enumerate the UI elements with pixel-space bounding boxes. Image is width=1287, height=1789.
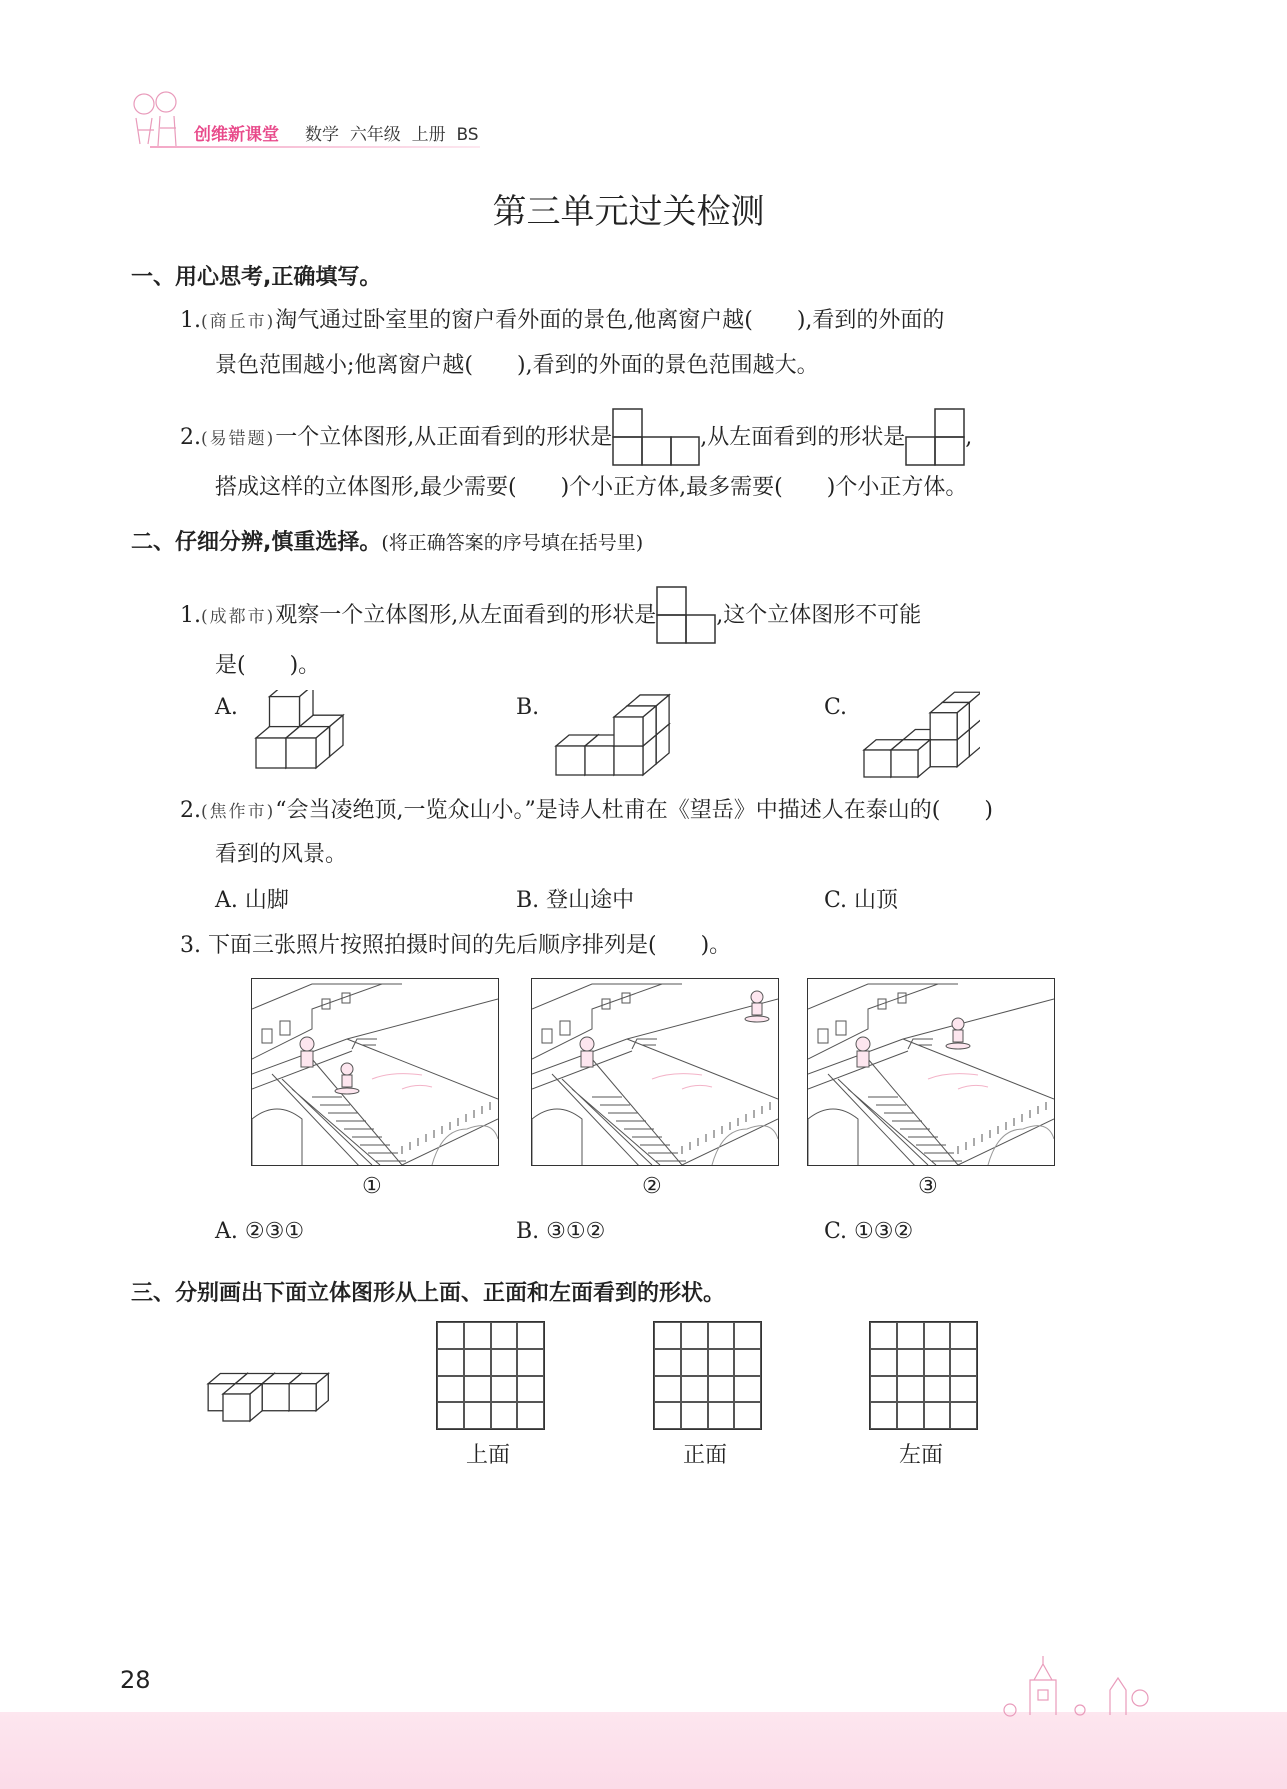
option-a: A. bbox=[215, 695, 238, 720]
grid-cell[interactable] bbox=[924, 1376, 951, 1403]
q-text: ,从左面看到的形状是 bbox=[700, 425, 906, 450]
heading-text: 二、仔细分辨,慎重选择。 bbox=[131, 530, 382, 555]
brand-name: 创维新课堂 bbox=[194, 125, 279, 145]
s1-q1-line2: 景色范围越小;他离窗户越( ),看到的外面的景色范围越大。 bbox=[215, 353, 819, 378]
option-c: C. bbox=[824, 695, 848, 720]
grid-cell[interactable] bbox=[950, 1322, 977, 1349]
section2-heading bbox=[131, 525, 643, 556]
cube bbox=[289, 1373, 328, 1410]
grid-cell[interactable] bbox=[491, 1322, 518, 1349]
q-source: (易错题) bbox=[201, 429, 276, 449]
grid-cell[interactable] bbox=[654, 1349, 681, 1376]
grid-cell[interactable] bbox=[437, 1402, 464, 1429]
s1-q1-line1 bbox=[180, 303, 944, 334]
grid-cell[interactable] bbox=[897, 1349, 924, 1376]
grid-label-top: 上面 bbox=[466, 1443, 511, 1468]
s2-q2-line2: 看到的风景。 bbox=[215, 842, 348, 867]
grid-cell[interactable] bbox=[517, 1322, 544, 1349]
option-b: B. 登山途中 bbox=[516, 888, 635, 913]
photo-1 bbox=[251, 978, 499, 1166]
q-source: (成都市) bbox=[201, 607, 276, 627]
cube bbox=[614, 706, 656, 746]
cube bbox=[223, 1384, 262, 1421]
edition: BS bbox=[456, 125, 479, 145]
grid-cell[interactable] bbox=[708, 1402, 735, 1429]
s1-q2-line2: 搭成这样的立体图形,最少需要( )个小正方体,最多需要( )个小正方体。 bbox=[215, 475, 968, 500]
q-text: , bbox=[965, 425, 973, 450]
grid-cell[interactable] bbox=[681, 1402, 708, 1429]
section1-heading: 一、用心思考,正确填写。 bbox=[131, 265, 382, 290]
photo-label-2: ② bbox=[642, 1174, 662, 1199]
drawing-grid-left[interactable] bbox=[869, 1321, 978, 1430]
s2-q3-line1 bbox=[180, 928, 731, 959]
grid-cell[interactable] bbox=[437, 1322, 464, 1349]
grid-cell[interactable] bbox=[870, 1322, 897, 1349]
option-b: B. ③①② bbox=[516, 1219, 606, 1244]
grid-cell[interactable] bbox=[654, 1402, 681, 1429]
left-view-shape bbox=[905, 408, 965, 466]
grid-label-front: 正面 bbox=[683, 1443, 728, 1468]
castle-doodle-icon bbox=[990, 1650, 1170, 1720]
s2-q2-line1 bbox=[180, 793, 993, 824]
grid-cell[interactable] bbox=[491, 1376, 518, 1403]
grid-cell[interactable] bbox=[437, 1376, 464, 1403]
grid-cell[interactable] bbox=[681, 1349, 708, 1376]
cube-figure-c bbox=[860, 690, 980, 780]
page-number: 28 bbox=[120, 1666, 151, 1694]
grade: 六年级 bbox=[349, 125, 401, 145]
q-num: 3. bbox=[180, 933, 201, 958]
cube bbox=[930, 702, 969, 739]
grid-cell[interactable] bbox=[654, 1376, 681, 1403]
grid-cell[interactable] bbox=[870, 1376, 897, 1403]
grid-cell[interactable] bbox=[437, 1349, 464, 1376]
q-text: 观察一个立体图形,从左面看到的形状是 bbox=[275, 603, 657, 628]
grid-cell[interactable] bbox=[924, 1349, 951, 1376]
cube bbox=[891, 740, 930, 777]
subject: 数学 bbox=[305, 125, 339, 145]
left-view-shape bbox=[656, 586, 716, 644]
footer-band bbox=[0, 1712, 1287, 1789]
grid-cell[interactable] bbox=[681, 1322, 708, 1349]
grid-cell[interactable] bbox=[950, 1402, 977, 1429]
q-text: “会当凌绝顶,一览众山小。”是诗人杜甫在《望岳》中描述人在泰山的( ) bbox=[275, 798, 993, 823]
grid-cell[interactable] bbox=[464, 1376, 491, 1403]
grid-cell[interactable] bbox=[950, 1376, 977, 1403]
option-a: A. ②③① bbox=[215, 1219, 305, 1244]
grid-cell[interactable] bbox=[734, 1322, 761, 1349]
s2-q1-line2: 是( )。 bbox=[215, 653, 321, 678]
grid-cell[interactable] bbox=[708, 1376, 735, 1403]
grid-cell[interactable] bbox=[491, 1402, 518, 1429]
cube-figure-b bbox=[552, 690, 672, 780]
grid-cell[interactable] bbox=[870, 1349, 897, 1376]
grid-cell[interactable] bbox=[491, 1349, 518, 1376]
drawing-grid-front[interactable] bbox=[653, 1321, 762, 1430]
heading-note: (将正确答案的序号填在括号里) bbox=[381, 532, 644, 554]
header-underline bbox=[150, 146, 480, 148]
grid-cell[interactable] bbox=[734, 1402, 761, 1429]
grid-cell[interactable] bbox=[897, 1376, 924, 1403]
option-a: A. 山脚 bbox=[215, 888, 289, 913]
grid-cell[interactable] bbox=[734, 1376, 761, 1403]
photo-3 bbox=[807, 978, 1055, 1166]
section3-heading: 三、分别画出下面立体图形从上面、正面和左面看到的形状。 bbox=[131, 1281, 726, 1306]
cube-figure-solid bbox=[192, 1360, 332, 1430]
grid-cell[interactable] bbox=[654, 1322, 681, 1349]
q-num: 1. bbox=[180, 308, 201, 333]
grid-cell[interactable] bbox=[464, 1349, 491, 1376]
photo-2 bbox=[531, 978, 779, 1166]
s2-q1-line1 bbox=[180, 586, 921, 644]
volume: 上册 bbox=[411, 125, 446, 145]
grid-cell[interactable] bbox=[924, 1402, 951, 1429]
grid-cell[interactable] bbox=[708, 1349, 735, 1376]
front-view-shape bbox=[612, 408, 700, 466]
option-b: B. bbox=[516, 695, 540, 720]
photo-label-1: ① bbox=[362, 1174, 382, 1199]
cube bbox=[286, 727, 330, 768]
grid-cell[interactable] bbox=[950, 1349, 977, 1376]
q-text: 淘气通过卧室里的窗户看外面的景色,他离窗户越( ),看到的外面的 bbox=[275, 308, 945, 333]
q-num: 2. bbox=[180, 425, 201, 450]
option-c: C. ①③② bbox=[824, 1219, 914, 1244]
grid-cell[interactable] bbox=[924, 1322, 951, 1349]
q-source: (商丘市) bbox=[201, 312, 276, 332]
grid-cell[interactable] bbox=[517, 1402, 544, 1429]
header-subject bbox=[305, 120, 479, 145]
drawing-grid-top[interactable] bbox=[436, 1321, 545, 1430]
grid-cell[interactable] bbox=[517, 1376, 544, 1403]
q-text: 下面三张照片按照拍摄时间的先后顺序排列是( )。 bbox=[208, 933, 732, 958]
q-text: ,这个立体图形不可能 bbox=[716, 603, 922, 628]
q-source: (焦作市) bbox=[201, 802, 276, 822]
grid-cell[interactable] bbox=[464, 1402, 491, 1429]
grid-cell[interactable] bbox=[897, 1402, 924, 1429]
s1-q2-line1 bbox=[180, 408, 972, 466]
q-text: 一个立体图形,从正面看到的形状是 bbox=[275, 425, 613, 450]
cube-figure-a bbox=[252, 690, 352, 780]
grid-cell[interactable] bbox=[681, 1376, 708, 1403]
grid-label-left: 左面 bbox=[899, 1443, 944, 1468]
grid-cell[interactable] bbox=[870, 1402, 897, 1429]
grid-cell[interactable] bbox=[897, 1322, 924, 1349]
grid-cell[interactable] bbox=[517, 1349, 544, 1376]
page-title: 第三单元过关检测 bbox=[492, 192, 765, 232]
grid-cell[interactable] bbox=[464, 1322, 491, 1349]
photo-label-3: ③ bbox=[918, 1174, 938, 1199]
grid-cell[interactable] bbox=[708, 1322, 735, 1349]
q-num: 2. bbox=[180, 798, 201, 823]
cube bbox=[270, 690, 314, 727]
grid-cell[interactable] bbox=[734, 1349, 761, 1376]
q-num: 1. bbox=[180, 603, 201, 628]
option-c: C. 山顶 bbox=[824, 888, 899, 913]
